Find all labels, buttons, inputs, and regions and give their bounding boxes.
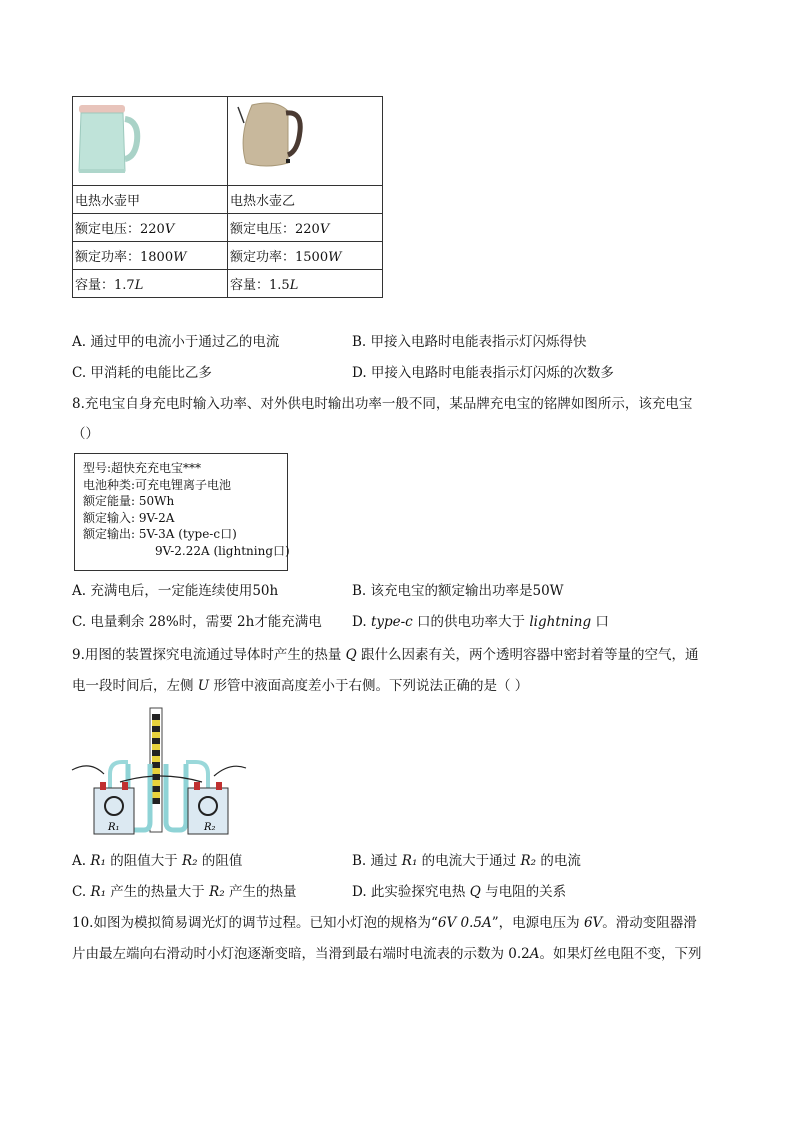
kettle-b-capacity: 容量：1.5L [228, 270, 383, 298]
q10-stem-line2: 片由最左端向右滑动时小灯泡逐渐变暗，当滑到最右端时电流表的示数为 0.2A。如果灯丝电阻不变，下列 [72, 946, 702, 962]
q7-option-b: B. 甲接入电路时电能表指示灯闪烁得快 [352, 334, 587, 350]
q9-stem-line2: 电一段时间后，左侧 U 形管中液面高度差小于右侧。下列说法正确的是（ ） [72, 678, 529, 694]
q9-option-c: C. R₁ 产生的热量大于 R₂ 产生的热量 [72, 884, 297, 900]
kettle-b-name: 电热水壶乙 [228, 186, 383, 214]
nameplate-line: 额定输入: 9V-2A [83, 510, 175, 525]
kettle-a-image [73, 97, 223, 181]
kettle-b-image [228, 97, 378, 181]
q10-stem-line1: 10.如图为模拟简易调光灯的调节过程。已知小灯泡的规格为“6V 0.5A”，电源电压为 6V。滑动变阻器滑 [72, 915, 697, 931]
nameplate-line: 电池种类:可充电锂离子电池 [83, 477, 232, 492]
q9-stem-line1: 9.用图的装置探究电流通过导体时产生的热量 Q 跟什么因素有关，两个透明容器中密封着等量的空气，通 [72, 647, 699, 663]
kettle-a-name: 电热水壶甲 [73, 186, 228, 214]
kettle-b-voltage: 额定电压：220V [228, 214, 383, 242]
q8-option-b: B. 该充电宝的额定输出功率是50W [352, 583, 564, 599]
kettle-a-power: 额定功率：1800W [73, 242, 228, 270]
q8-option-a: A. 充满电后，一定能连续使用50h [72, 583, 279, 599]
q8-option-c: C. 电量剩余 28%时，需要 2h才能充满电 [72, 614, 322, 630]
kettle-a-voltage: 额定电压：220V [73, 214, 228, 242]
q8-option-d: D. type-c 口的供电功率大于 lightning 口 [352, 614, 609, 630]
kettle-spec-table [72, 96, 383, 298]
q7-option-a: A. 通过甲的电流小于通过乙的电流 [72, 334, 280, 350]
q9-option-b: B. 通过 R₁ 的电流大于通过 R₂ 的电流 [352, 853, 581, 869]
q7-option-c: C. 甲消耗的电能比乙多 [72, 365, 212, 381]
r2-label: R₂ [204, 822, 216, 833]
power-bank-nameplate [74, 453, 288, 571]
kettle-b-power: 额定功率：1500W [228, 242, 383, 270]
q7-option-d: D. 甲接入电路时电能表指示灯闪烁的次数多 [352, 365, 614, 381]
r1-label: R₁ [108, 822, 120, 833]
q8-stem-line2: （） [72, 426, 99, 442]
q9-option-d: D. 此实验探究电热 Q 与电阻的关系 [352, 884, 567, 900]
nameplate-line: 型号:超快充充电宝*** [83, 461, 202, 475]
q8-stem-line1: 8.充电宝自身充电时输入功率、对外供电时输出功率一般不同，某品牌充电宝的铭牌如图所示，该充电宝 [72, 396, 693, 412]
kettle-b-image-cell [228, 97, 383, 186]
kettle-a-image-cell [73, 97, 228, 186]
nameplate-line: 9V-2.22A (lightning口) [155, 543, 290, 558]
nameplate-line: 额定能量: 50Wh [83, 494, 175, 508]
joule-heating-apparatus-diagram [70, 704, 250, 838]
kettle-a-capacity: 容量：1.7L [73, 270, 228, 298]
nameplate-line: 额定输出: 5V-3A (type-c口) [83, 527, 237, 541]
q9-option-a: A. R₁ 的阻值大于 R₂ 的阻值 [72, 853, 243, 869]
